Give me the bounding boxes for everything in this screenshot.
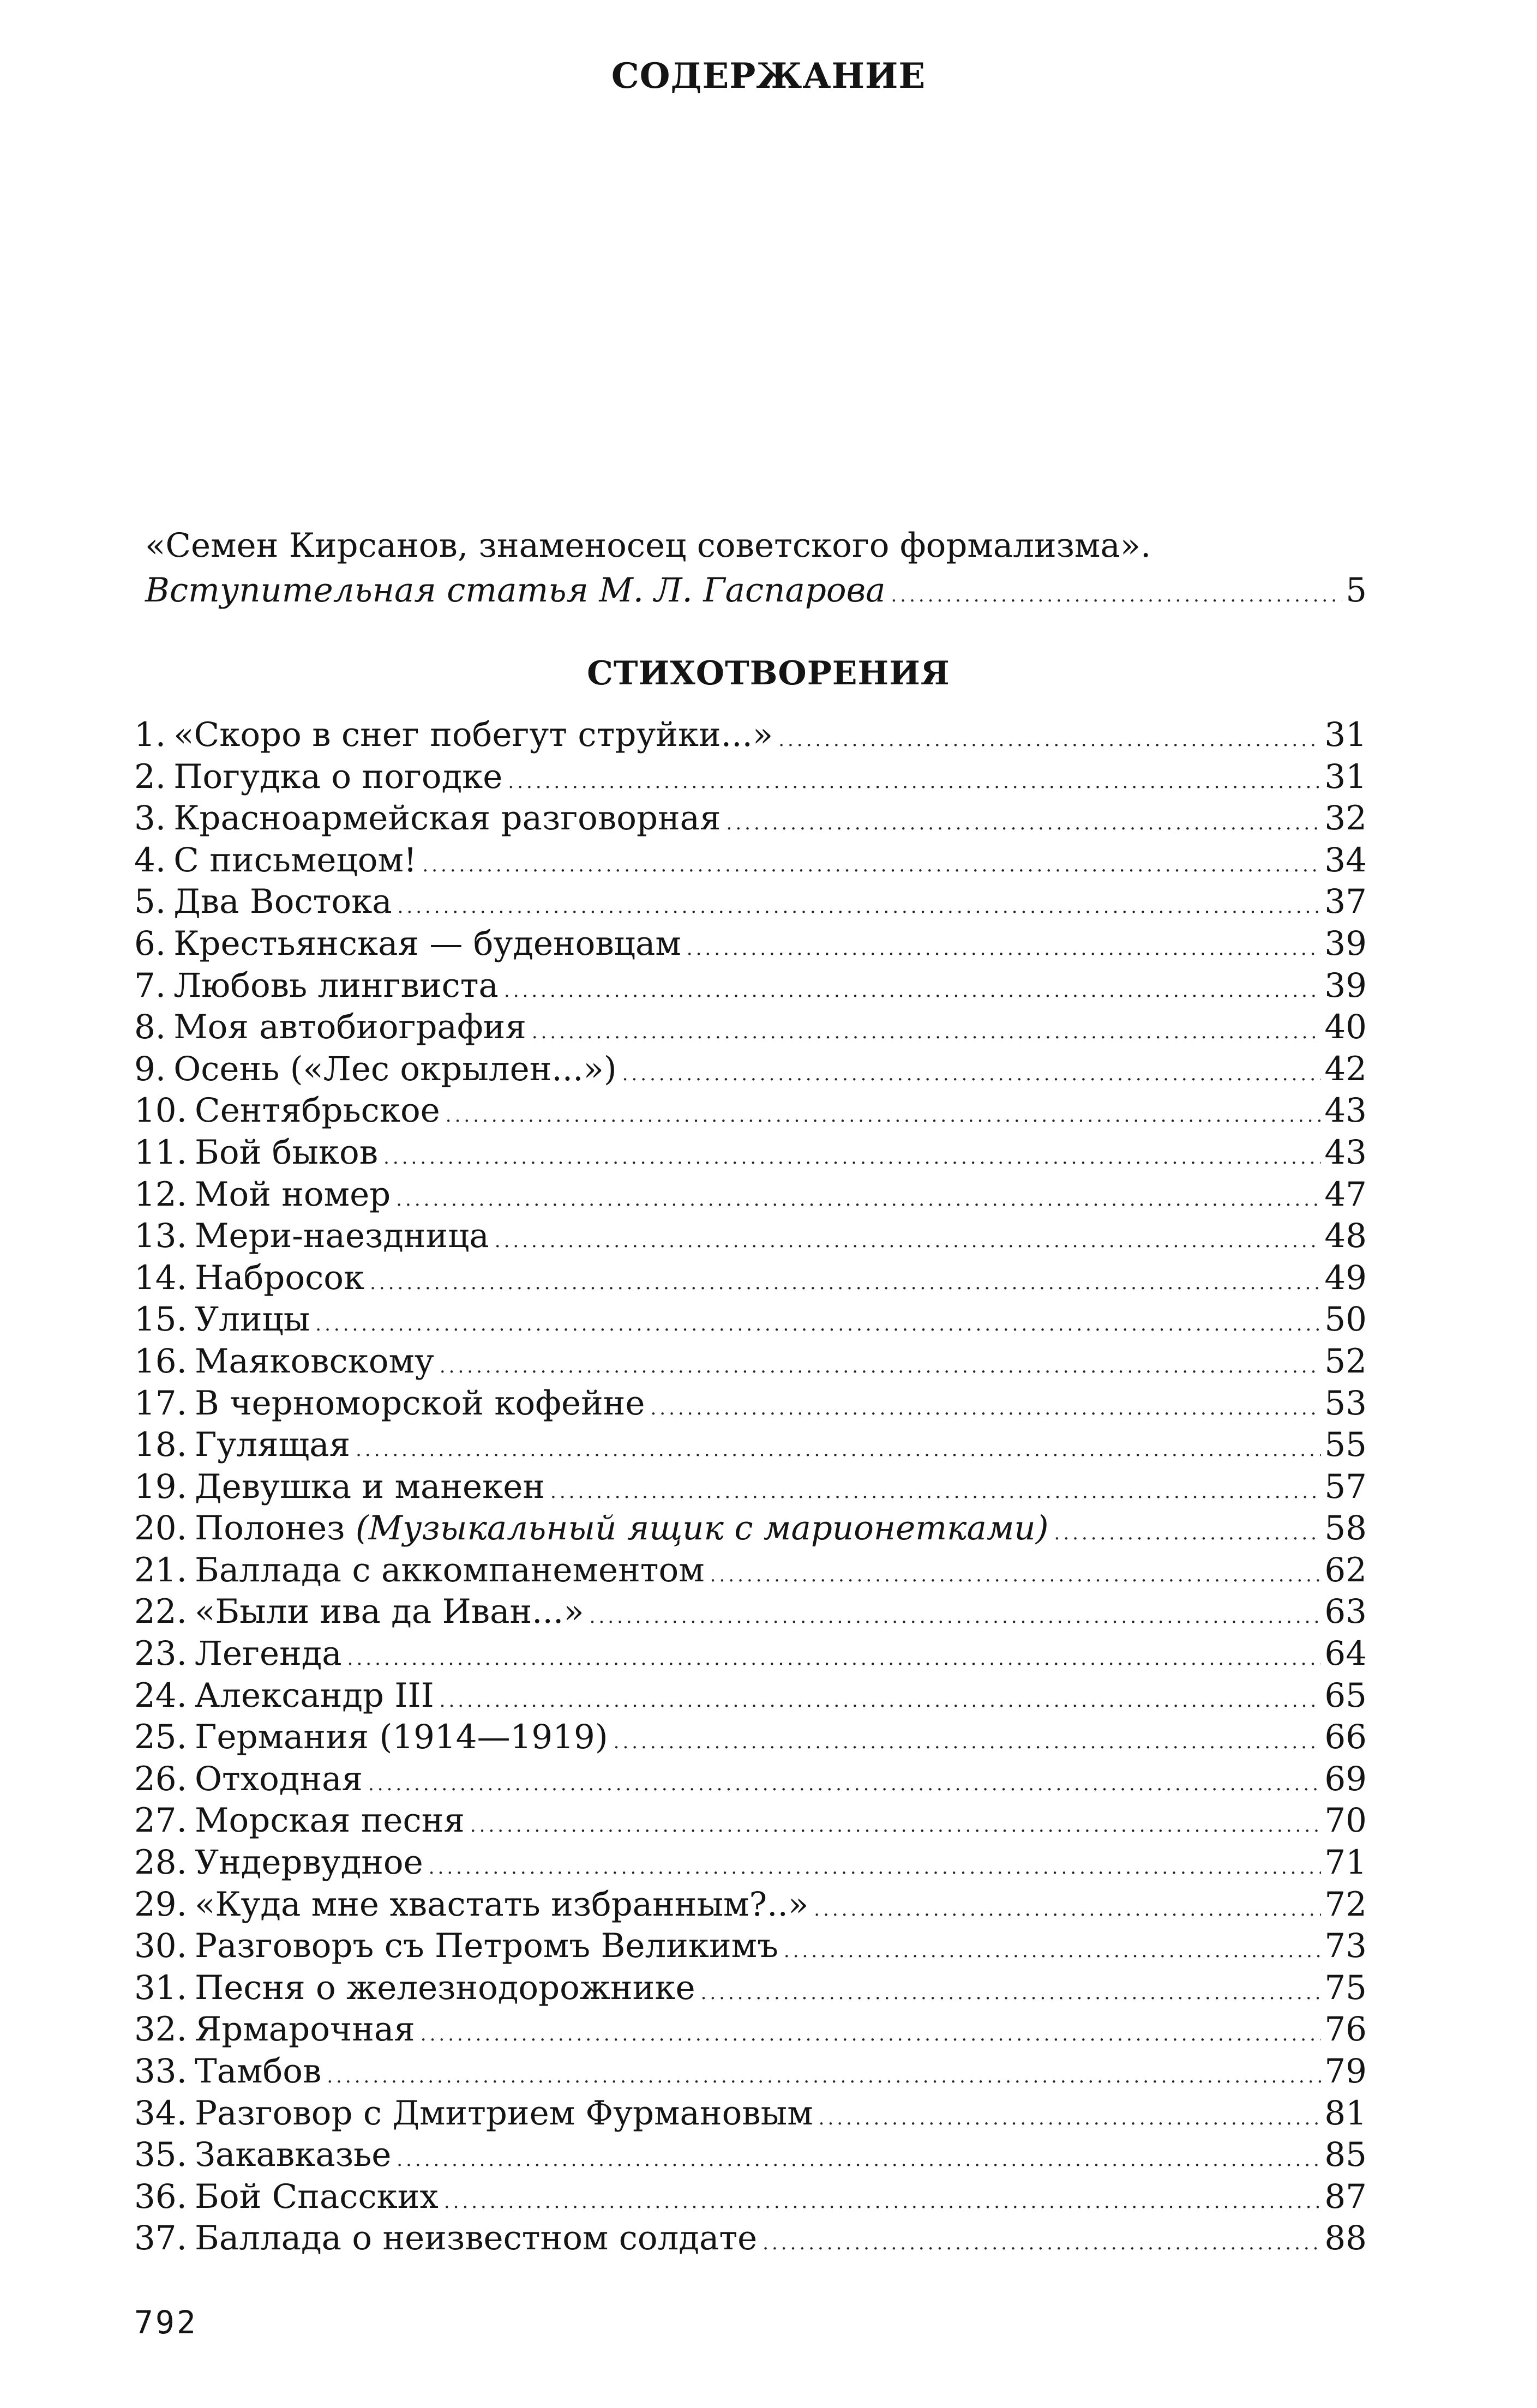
page-ref: 43 [1324, 1091, 1367, 1130]
page-ref: 81 [1324, 2093, 1367, 2133]
toc-entry-title [134, 1633, 342, 1675]
toc-entry-title [134, 840, 417, 882]
toc-entry [134, 1257, 1367, 1299]
dot-leader [315, 1304, 1321, 1346]
toc-entry [134, 2093, 1367, 2135]
toc-entry-number: 12. [134, 1175, 188, 1214]
toc-entry-number: 13. [134, 1217, 188, 1256]
toc-entry-title-text: Ярмарочная [195, 2010, 415, 2049]
toc-entry [134, 1675, 1367, 1717]
dot-leader [444, 2181, 1322, 2223]
toc-entry-number: 36. [134, 2177, 188, 2216]
toc-entry-title-text: Германия (1914—1919) [195, 1718, 608, 1757]
toc-entry-number: 28. [134, 1843, 188, 1882]
toc-entry-title [134, 1424, 350, 1466]
toc-entry-number: 31. [134, 1968, 188, 2007]
toc-entry-title [134, 714, 773, 756]
page-ref: 39 [1324, 924, 1367, 963]
page-ref: 70 [1324, 1801, 1367, 1840]
toc-entry-title [134, 1842, 423, 1884]
toc-entry-title-text: Баллада с аккомпанементом [195, 1550, 705, 1590]
toc-entry [134, 2218, 1367, 2260]
page-number: 792 [134, 2304, 198, 2341]
dot-leader [710, 1555, 1322, 1597]
toc-entry-title-text: Осень («Лес окрылен...») [173, 1049, 617, 1088]
page-ref: 53 [1324, 1383, 1367, 1423]
toc-entry-number: 24. [134, 1676, 188, 1715]
toc-entry-number: 21. [134, 1550, 188, 1590]
page-ref: 43 [1324, 1133, 1367, 1172]
dot-leader [421, 2014, 1322, 2056]
intro-title: «Семен Кирсанов, знаменосец советского формализма». [145, 526, 1151, 565]
toc-entry-number: 3. [134, 799, 166, 838]
toc-entry-title-text: «Были ива да Иван...» [195, 1592, 584, 1632]
toc-entry-title-text: Баллада о неизвестном солдате [195, 2219, 758, 2258]
page-ref: 62 [1324, 1550, 1367, 1590]
page-ref: 47 [1324, 1175, 1367, 1214]
page-ref: 5 [1346, 571, 1367, 610]
page-ref: 31 [1324, 757, 1367, 796]
toc-entry-title [134, 1466, 545, 1508]
toc-entry-title [134, 1675, 434, 1717]
toc-entry-title [134, 1299, 310, 1341]
toc-entry [134, 1383, 1367, 1425]
toc-entry [134, 1424, 1367, 1466]
toc-entry-title [134, 1383, 645, 1425]
toc-entry-number: 29. [134, 1885, 188, 1924]
page-ref: 85 [1324, 2135, 1367, 2175]
toc-entry-number: 9. [134, 1049, 166, 1088]
toc-entry-title-text: Песня о железнодорожнике [195, 1968, 695, 2007]
page-ref: 49 [1324, 1258, 1367, 1297]
toc-entry-title [134, 1550, 705, 1592]
toc-entry [134, 923, 1367, 965]
toc-entry-title-text: Легенда [195, 1634, 342, 1673]
toc-entry [134, 1299, 1367, 1341]
toc-entry [134, 840, 1367, 882]
toc-entry [134, 1466, 1367, 1508]
toc-entry [134, 1550, 1367, 1592]
toc-entry [134, 1633, 1367, 1675]
toc-entry-title-text: Мери-наездница [195, 1217, 489, 1256]
dot-leader [398, 886, 1322, 928]
dot-leader [470, 1805, 1322, 1847]
dot-leader [819, 2098, 1322, 2140]
toc-entry-title [134, 798, 721, 840]
toc-entry [134, 2134, 1367, 2176]
dot-leader [356, 1429, 1321, 1471]
dot-leader [396, 1179, 1321, 1221]
dot-leader [440, 1680, 1322, 1722]
intro-author-row [145, 568, 1367, 613]
toc-entry-title-text: Моя автобиография [173, 1008, 526, 1047]
toc-entry-title [134, 965, 499, 1007]
page-ref: 69 [1324, 1759, 1367, 1798]
toc-entry-subtitle: (Музыкальный ящик с марионетками) [355, 1509, 1049, 1548]
toc-entry-title [134, 1257, 364, 1299]
toc-entry-title [134, 1717, 608, 1759]
page-ref: 32 [1324, 799, 1367, 838]
toc-entry-title [134, 1174, 391, 1216]
dot-leader [701, 1972, 1322, 2014]
toc-entry-title [134, 1007, 526, 1049]
page-ref: 73 [1324, 1927, 1367, 1966]
toc-entry-number: 19. [134, 1467, 188, 1506]
toc-entry-number: 11. [134, 1133, 188, 1172]
dot-leader [550, 1471, 1321, 1513]
dot-leader [383, 1137, 1321, 1179]
page-ref: 75 [1324, 1968, 1367, 2007]
toc-entry-number: 6. [134, 924, 166, 963]
toc-entry-number: 30. [134, 1927, 188, 1966]
dot-leader [590, 1596, 1322, 1638]
toc-entry-number: 1. [134, 715, 166, 754]
toc-entry-title-text: Два Востока [173, 882, 392, 922]
page-ref: 55 [1324, 1425, 1367, 1465]
dot-leader [687, 928, 1322, 970]
dot-leader [784, 1930, 1321, 1972]
dot-leader [891, 573, 1342, 618]
toc-entry-title [134, 1508, 1049, 1550]
toc-entry-number: 17. [134, 1383, 188, 1423]
toc-entry-title-text: Александр III [195, 1676, 434, 1715]
dot-leader [763, 2223, 1321, 2265]
toc-entry-number: 18. [134, 1425, 188, 1465]
toc-entry-number: 22. [134, 1592, 188, 1632]
toc-entry-number: 4. [134, 840, 166, 880]
toc-entry [134, 881, 1367, 923]
toc-entry-title [134, 2009, 415, 2051]
page-ref: 64 [1324, 1634, 1367, 1673]
toc-entry-title-text: Погудка о погодке [173, 757, 503, 796]
toc-entry-title-text: Крестьянская — буденовцам [173, 924, 681, 963]
dot-leader [397, 2139, 1321, 2181]
toc-entry-title [134, 2093, 813, 2135]
toc-entry-title-text: Тамбов [195, 2052, 322, 2091]
dot-leader [347, 1638, 1322, 1680]
dot-leader [814, 1889, 1321, 1931]
page-ref: 65 [1324, 1676, 1367, 1715]
toc-entry [134, 798, 1367, 840]
toc-entry-title-text: Ундервудное [195, 1843, 423, 1882]
toc-entry-title [134, 756, 502, 798]
toc-entry [134, 1884, 1367, 1926]
toc-entry-title-text: С письмецом! [173, 840, 417, 880]
toc-entry-number: 26. [134, 1759, 188, 1798]
toc-entry-title [134, 1341, 434, 1383]
toc-entry [134, 1007, 1367, 1049]
dot-leader [370, 1262, 1321, 1304]
toc-entry-title [134, 1591, 584, 1633]
toc-entry-number: 23. [134, 1634, 188, 1673]
toc-entry-title-text: Бой быков [195, 1133, 379, 1172]
dot-leader [778, 719, 1321, 761]
page-ref: 34 [1324, 840, 1367, 880]
toc-entry-title [134, 2218, 757, 2260]
toc-entry-number: 15. [134, 1300, 188, 1339]
toc-entry-title-text: Любовь лингвиста [173, 966, 499, 1005]
toc-entry-title-text: «Куда мне хвастать избранным?..» [195, 1885, 809, 1924]
dot-leader [504, 970, 1321, 1012]
toc-list [134, 714, 1367, 2260]
toc-entry [134, 1215, 1367, 1257]
toc-entry-title-text: В черноморской кофейне [195, 1383, 645, 1423]
toc-entry-number: 35. [134, 2135, 188, 2175]
section-title: СТИХОТВОРЕНИЯ [587, 654, 950, 693]
page-ref: 63 [1324, 1592, 1367, 1632]
toc-entry-title [134, 2176, 439, 2218]
dot-leader [508, 761, 1321, 803]
dot-leader [327, 2056, 1321, 2098]
toc-entry [134, 2176, 1367, 2218]
toc-entry [134, 1090, 1367, 1132]
toc-entry-title-text: Полонез [195, 1509, 345, 1548]
toc-entry-title [134, 881, 392, 923]
toc-entry-title-text: Красноармейская разговорная [173, 799, 721, 838]
toc-entry-number: 8. [134, 1008, 166, 1047]
toc-entry-number: 33. [134, 2052, 188, 2091]
toc-entry [134, 1967, 1367, 2009]
page-ref: 50 [1324, 1300, 1367, 1339]
toc-entry-title-text: Морская песня [195, 1801, 465, 1840]
toc-entry [134, 965, 1367, 1007]
toc-entry [134, 2051, 1367, 2093]
dot-leader [622, 1054, 1322, 1095]
toc-entry [134, 1925, 1367, 1967]
page-ref: 52 [1324, 1341, 1367, 1381]
toc-entry [134, 1174, 1367, 1216]
toc-entry-title-text: Разговор с Дмитрием Фурмановым [195, 2093, 813, 2133]
toc-entry-title [134, 1800, 465, 1842]
dot-leader [532, 1012, 1322, 1054]
toc-entry-title [134, 1215, 489, 1257]
toc-entry-title [134, 1884, 808, 1926]
toc-entry [134, 1132, 1367, 1174]
page-ref: 37 [1324, 882, 1367, 922]
page-ref: 39 [1324, 966, 1367, 1005]
toc-entry-number: 14. [134, 1258, 188, 1297]
dot-leader [446, 1095, 1322, 1137]
toc-entry [134, 756, 1367, 798]
toc-entry [134, 1341, 1367, 1383]
dot-leader [495, 1220, 1322, 1262]
toc-entry [134, 714, 1367, 756]
toc-entry-title [134, 1132, 378, 1174]
toc-entry-number: 20. [134, 1509, 188, 1548]
page-ref: 58 [1324, 1509, 1367, 1548]
toc-entry [134, 1049, 1367, 1091]
page-ref: 76 [1324, 2010, 1367, 2049]
toc-entry-number: 5. [134, 882, 166, 922]
page-ref: 31 [1324, 715, 1367, 754]
toc-entry-number: 25. [134, 1718, 188, 1757]
page-ref: 72 [1324, 1885, 1367, 1924]
toc-entry [134, 1591, 1367, 1633]
page-ref: 40 [1324, 1008, 1367, 1047]
dot-leader [614, 1721, 1322, 1763]
toc-entry-number: 32. [134, 2010, 188, 2049]
toc-entry-title-text: Закавказье [195, 2135, 392, 2175]
page-title: СОДЕРЖАНИЕ [611, 56, 926, 97]
toc-entry-title-text: Сентябрьское [195, 1091, 440, 1130]
page-ref: 88 [1324, 2219, 1367, 2258]
toc-entry-number: 37. [134, 2219, 188, 2258]
toc-entry-number: 2. [134, 757, 166, 796]
toc-entry [134, 1800, 1367, 1842]
toc-entry [134, 1717, 1367, 1759]
toc-entry [134, 1508, 1367, 1550]
toc-entry-title [134, 2134, 391, 2176]
dot-leader [422, 845, 1321, 887]
toc-entry-title-text: Мой номер [195, 1175, 391, 1214]
toc-entry-number: 16. [134, 1341, 188, 1381]
dot-leader [1054, 1513, 1322, 1555]
dot-leader [368, 1763, 1321, 1805]
toc-entry-title-text: Маяковскому [195, 1341, 434, 1381]
toc-entry-number: 7. [134, 966, 166, 1005]
toc-entry-title-text: Разговоръ съ Петромъ Великимъ [195, 1927, 778, 1966]
page-ref: 57 [1324, 1467, 1367, 1506]
toc-entry [134, 1842, 1367, 1884]
toc-entry-title-text: Набросок [195, 1258, 365, 1297]
toc-entry-title [134, 923, 681, 965]
toc-entry-title-text: «Скоро в снег побегут струйки...» [173, 715, 773, 754]
toc-entry-title [134, 1759, 363, 1801]
dot-leader [440, 1346, 1322, 1388]
toc-entry-title-text: Отходная [195, 1759, 363, 1798]
toc-entry-title [134, 1925, 778, 1967]
toc-entry-title [134, 1049, 617, 1091]
toc-entry-number: 34. [134, 2093, 188, 2133]
toc-entry-number: 27. [134, 1801, 188, 1840]
page-ref: 48 [1324, 1217, 1367, 1256]
dot-leader [650, 1388, 1321, 1430]
page-ref: 71 [1324, 1843, 1367, 1882]
toc-entry-title-text: Бой Спасских [195, 2177, 439, 2216]
page-ref: 79 [1324, 2052, 1367, 2091]
dot-leader [429, 1847, 1322, 1889]
toc-entry [134, 1759, 1367, 1801]
page-ref: 66 [1324, 1718, 1367, 1757]
toc-entry-title [134, 1967, 695, 2009]
toc-entry-title [134, 2051, 321, 2093]
toc-entry-title-text: Гулящая [195, 1425, 351, 1465]
toc-entry-number: 10. [134, 1091, 188, 1130]
toc-entry [134, 2009, 1367, 2051]
toc-entry-title [134, 1090, 440, 1132]
page-ref: 42 [1324, 1049, 1367, 1088]
intro-author: Вступительная статья М. Л. Гаспарова [145, 571, 886, 610]
intro-entry [145, 523, 1367, 613]
toc-entry-title-text: Улицы [195, 1300, 310, 1339]
dot-leader [727, 803, 1322, 845]
page-ref: 87 [1324, 2177, 1367, 2216]
toc-entry-title-text: Девушка и манекен [195, 1467, 545, 1506]
